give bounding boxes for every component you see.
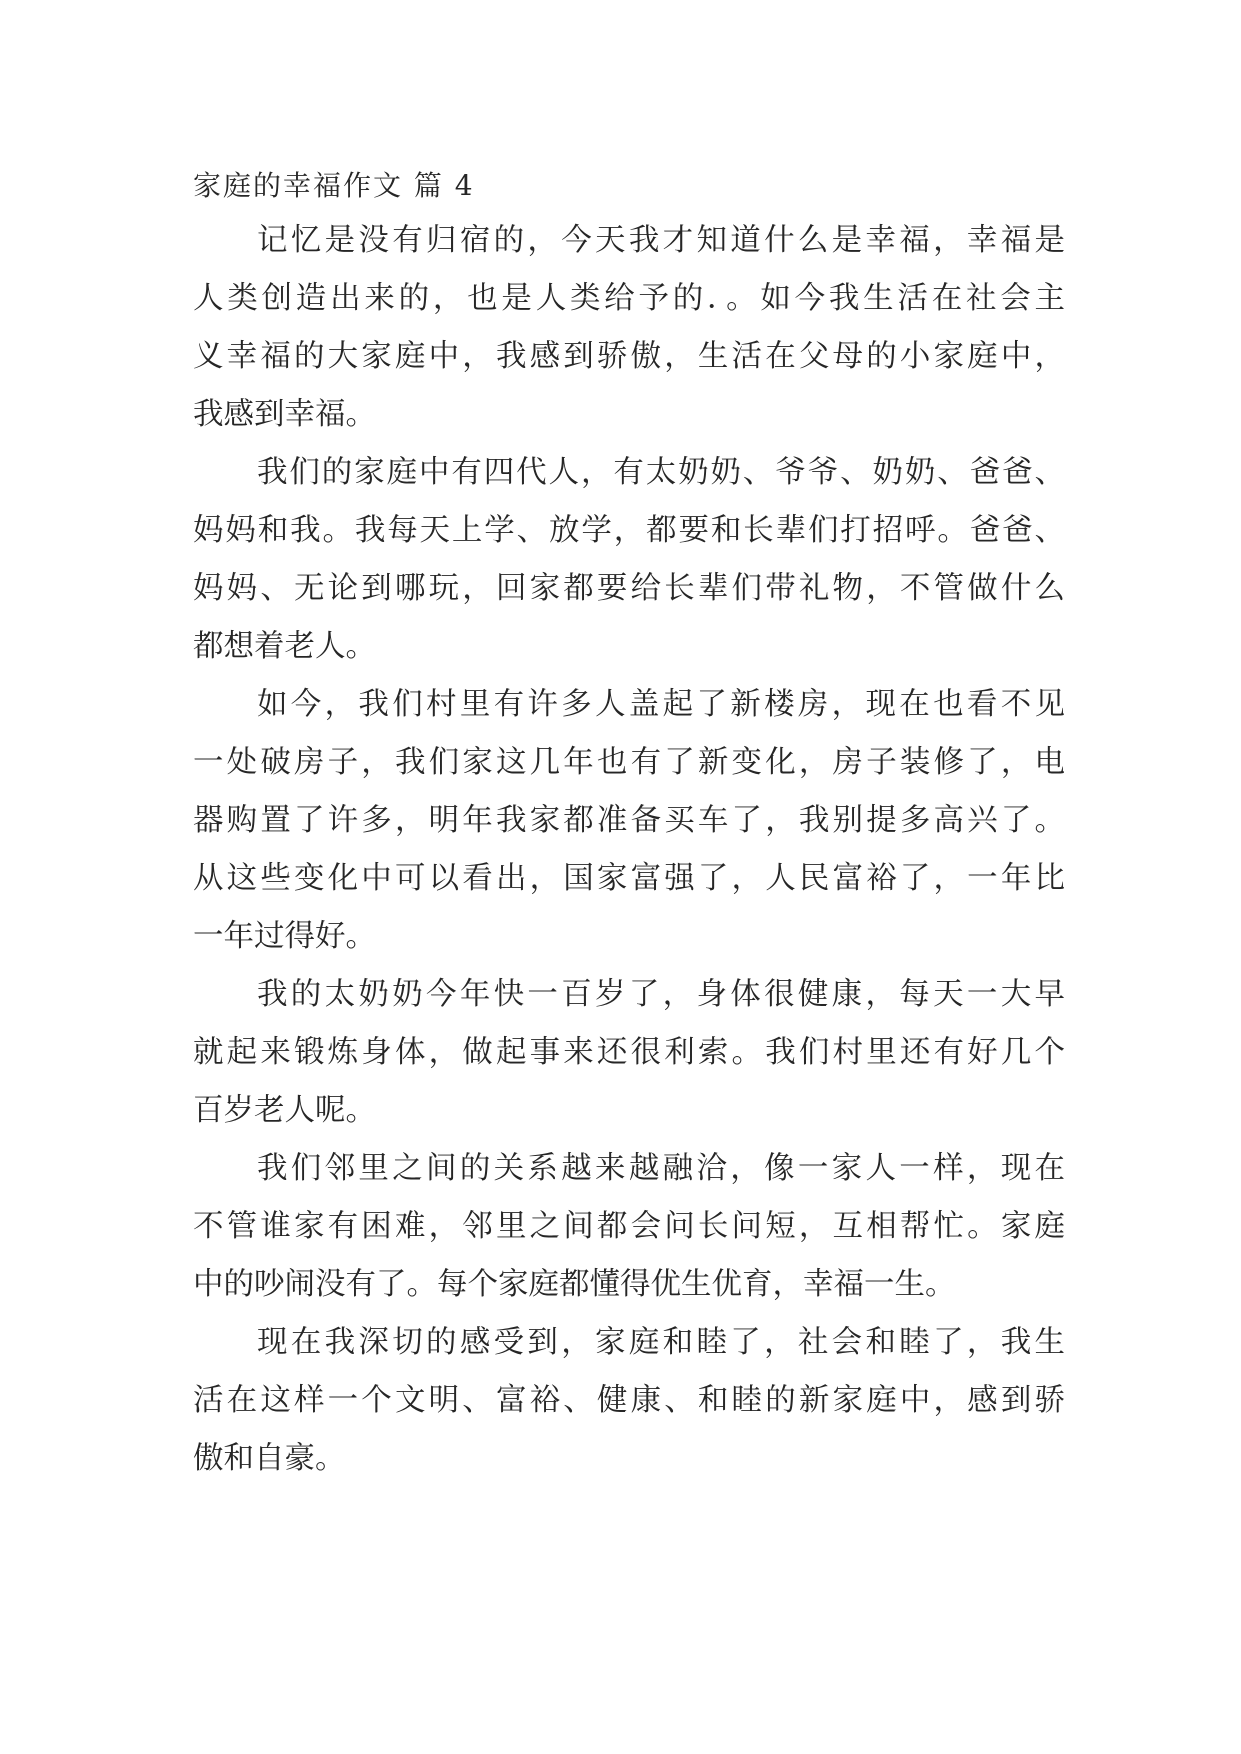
paragraph-line: 百岁老人呢。 <box>193 1093 376 1128</box>
paragraph-4 <box>193 966 1065 1140</box>
paragraph-line: 我们的家庭中有四代人，有太奶奶、爷爷、奶奶、爸爸、 <box>257 455 1065 490</box>
document-body <box>193 160 1065 1488</box>
paragraph-5 <box>193 1140 1065 1314</box>
paragraph-line: 从这些变化中可以看出，国家富强了，人民富裕了，一年比 <box>193 861 1065 896</box>
paragraph-line: 如今，我们村里有许多人盖起了新楼房，现在也看不见 <box>257 687 1065 722</box>
paragraph-line: 中的吵闹没有了。每个家庭都懂得优生优育，幸福一生。 <box>193 1267 956 1302</box>
paragraph-line: 现在我深切的感受到，家庭和睦了，社会和睦了，我生 <box>257 1325 1065 1360</box>
paragraph-line: 不管谁家有困难，邻里之间都会问长问短，互相帮忙。家庭 <box>193 1209 1065 1244</box>
paragraph-line: 我的太奶奶今年快一百岁了，身体很健康，每天一大早 <box>257 977 1065 1012</box>
paragraph-line: 一处破房子，我们家这几年也有了新变化，房子装修了，电 <box>193 745 1065 780</box>
paragraph-line: 妈妈、无论到哪玩，回家都要给长辈们带礼物，不管做什么 <box>193 571 1065 606</box>
paragraph-line: 我感到幸福。 <box>193 397 376 432</box>
paragraph-6 <box>193 1314 1065 1488</box>
paragraph-line: 记忆是没有归宿的，今天我才知道什么是幸福，幸福是 <box>257 223 1065 258</box>
paragraph-line: 义幸福的大家庭中，我感到骄傲，生活在父母的小家庭中， <box>193 339 1065 374</box>
paragraph-line: 人类创造出来的，也是人类给予的．。如今我生活在社会主 <box>193 281 1065 316</box>
paragraph-line: 我们邻里之间的关系越来越融洽，像一家人一样，现在 <box>257 1151 1065 1186</box>
paragraph-line: 一年过得好。 <box>193 919 376 954</box>
paragraph-line: 都想着老人。 <box>193 629 376 664</box>
paragraph-line: 傲和自豪。 <box>193 1441 346 1476</box>
document-title: 家庭的幸福作文 篇 4 <box>193 169 475 202</box>
paragraph-2 <box>193 444 1065 676</box>
paragraph-line: 器购置了许多，明年我家都准备买车了，我别提多高兴了。 <box>193 803 1065 838</box>
paragraph-1 <box>193 212 1065 444</box>
paragraph-line: 就起来锻炼身体，做起事来还很利索。我们村里还有好几个 <box>193 1035 1065 1070</box>
paragraph-line: 活在这样一个文明、富裕、健康、和睦的新家庭中，感到骄 <box>193 1383 1065 1418</box>
paragraph-line: 妈妈和我。我每天上学、放学，都要和长辈们打招呼。爸爸、 <box>193 513 1065 548</box>
paragraph-3 <box>193 676 1065 966</box>
